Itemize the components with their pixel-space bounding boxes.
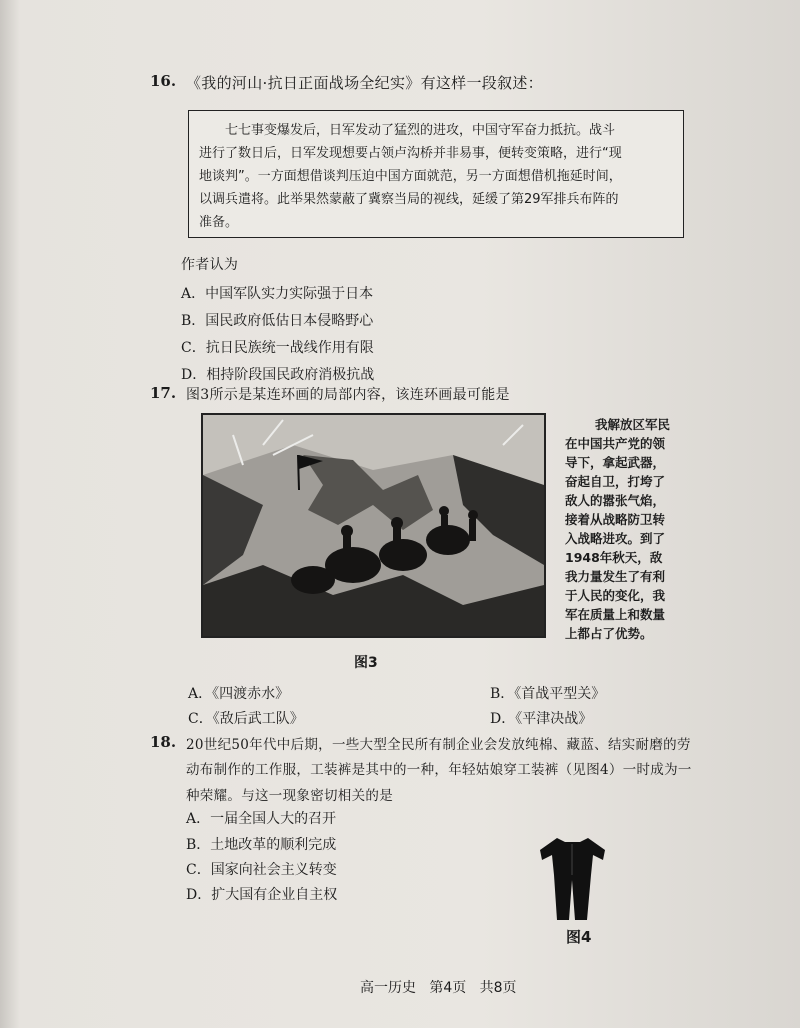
q16-stem: 《我的河山·抗日正面战场全纪实》有这样一段叙述： <box>186 74 543 92</box>
side-text-line: 上都占了优势。 <box>565 626 653 641</box>
q16-prompt: 作者认为 <box>181 257 239 273</box>
q16-option-a: A．中国军队实力实际强于日本 <box>181 286 374 302</box>
page-edge-shadow <box>0 0 20 1028</box>
q16-option-d: D．相持阶段国民政府消极抗战 <box>181 367 375 383</box>
side-text-line: 我解放区军民 <box>595 417 671 432</box>
q16-quote-line: 地谈判”。一方面想借谈判压迫中国方面就范，另一方面想借机拖延时间， <box>199 169 622 184</box>
q16-quote-box <box>188 110 684 238</box>
side-text-line: 在中国共产党的领 <box>565 436 666 451</box>
side-text-line: 入战略进攻。到了 <box>565 531 666 546</box>
q16-quote-line: 以调兵遣将。此举果然蒙蔽了冀察当局的视线，延缓了第29军排兵布阵的 <box>199 192 619 207</box>
q17-option-a: A．《四渡赤水》 <box>188 686 290 702</box>
page-footer <box>360 977 517 997</box>
q16-number: 16. <box>150 72 177 90</box>
q17-stem: 图3所示是某连环画的局部内容，该连环画最可能是 <box>186 387 510 403</box>
q18-option-d: D．扩大国有企业自主权 <box>186 887 338 903</box>
figure-3-caption: 图3 <box>354 655 378 671</box>
battle-scene-illustration <box>203 415 544 636</box>
figure-3-side-caption <box>565 415 693 643</box>
overalls-illustration-icon <box>535 830 610 925</box>
side-text-line: 军在质量上和数量 <box>565 607 666 622</box>
q16-quote-line: 进行了数日后，日军发现想要占领卢沟桥并非易事，便转变策略，进行“现 <box>199 146 622 161</box>
q17-option-b: B．《首战平型关》 <box>490 686 606 702</box>
q16-quote-line: 准备。 <box>199 215 239 230</box>
side-text-line: 1948年秋天，敌 <box>565 550 663 565</box>
q17-number: 17. <box>150 384 177 402</box>
side-text-line: 敌人的嚣张气焰， <box>565 493 666 508</box>
q16-quote-line: 七七事变爆发后，日军发动了猛烈的进攻，中国守军奋力抵抗。战斗 <box>225 123 616 138</box>
footer-subject: 高一历史 <box>360 980 416 996</box>
q16-option-c: C．抗日民族统一战线作用有限 <box>181 340 374 356</box>
q18-stem-line: 动布制作的工作服，工装裤是其中的一种，年轻姑娘穿工装裤（见图4）一时成为一 <box>186 762 692 778</box>
footer-page: 第4页 <box>429 980 467 996</box>
q18-option-c: C．国家向社会主义转变 <box>186 862 337 878</box>
side-text-line: 我力量发生了有利 <box>565 569 666 584</box>
q18-option-b: B．土地改革的顺利完成 <box>186 837 337 853</box>
side-text-line: 于人民的变化，我 <box>565 588 666 603</box>
q17-option-c: C．《敌后武工队》 <box>188 711 304 727</box>
q18-number: 18. <box>150 733 177 751</box>
side-text-line: 接着从战略防卫转 <box>565 512 666 527</box>
q18-stem-line: 20世纪50年代中后期，一些大型全民所有制企业会发放纯棉、藏蓝、结实耐磨的劳 <box>186 737 691 753</box>
figure-3-comic-illustration <box>201 413 546 638</box>
q18-stem-line: 种荣耀。与这一现象密切相关的是 <box>186 788 393 804</box>
q18-option-a: A．一届全国人大的召开 <box>186 811 337 827</box>
q17-option-d: D．《平津决战》 <box>490 711 593 727</box>
footer-total: 共8页 <box>479 980 517 996</box>
side-text-line: 奋起自卫，打垮了 <box>565 474 666 489</box>
q16-option-b: B．国民政府低估日本侵略野心 <box>181 313 374 329</box>
side-text-line: 导下，拿起武器， <box>565 455 666 470</box>
figure-4-caption: 图4 <box>566 928 592 946</box>
